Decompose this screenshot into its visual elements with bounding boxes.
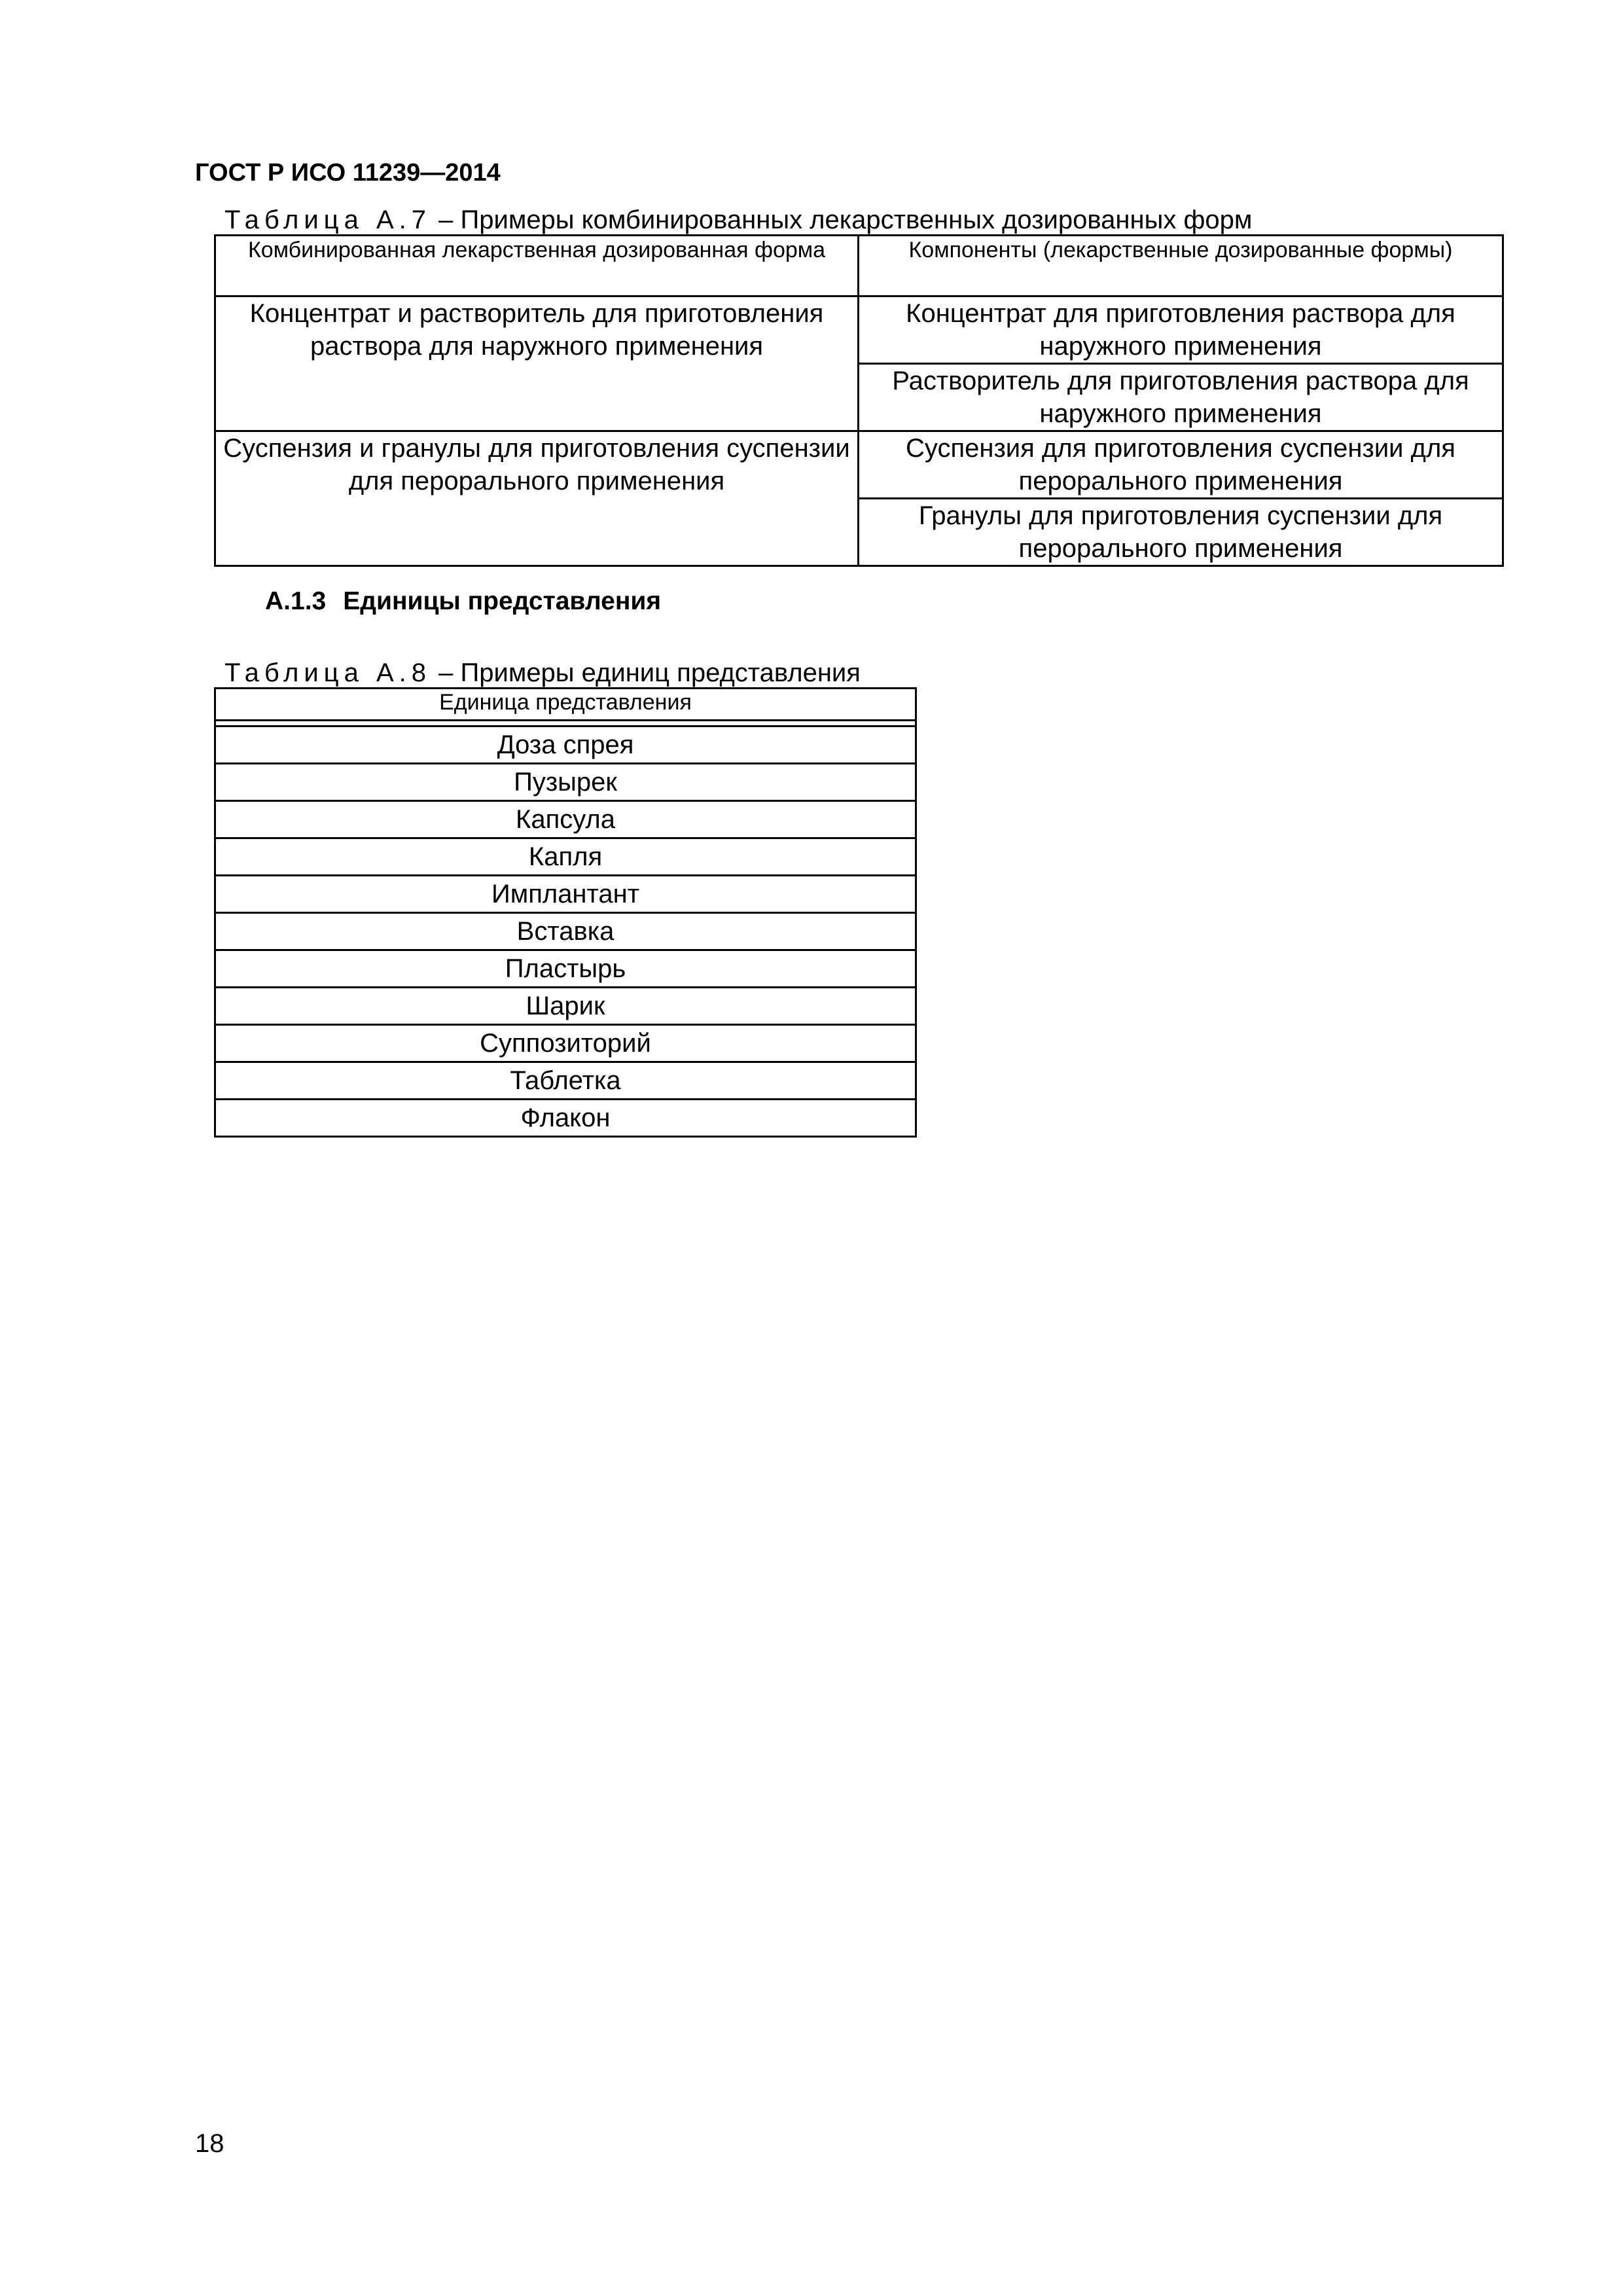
unit-cell: Пластырь	[215, 950, 916, 988]
unit-cell: Суппозиторий	[215, 1025, 916, 1062]
table-a8-double-rule	[215, 721, 916, 726]
table-a8-caption-text: – Примеры единиц представления	[431, 658, 861, 687]
unit-cell: Шарик	[215, 988, 916, 1025]
table-a8-caption-prefix: Таблица А.8	[224, 658, 431, 687]
table-row	[215, 838, 916, 876]
unit-cell: Вставка	[215, 913, 916, 950]
unit-cell: Пузырек	[215, 764, 916, 801]
document-header: ГОСТ Р ИСО 11239—2014	[195, 159, 501, 187]
table-row	[215, 726, 916, 764]
table-row	[215, 296, 1503, 364]
page-number: 18	[195, 2129, 224, 2158]
component-cell: Концентрат для приготовления раствора для наружного применения	[859, 296, 1503, 364]
table-row	[215, 913, 916, 950]
table-row	[215, 1025, 916, 1062]
unit-cell: Таблетка	[215, 1062, 916, 1100]
table-a7-caption-prefix: Таблица А.7	[224, 206, 431, 234]
combined-form-cell: Концентрат и растворитель для приготовления раствора для наружного применения	[215, 296, 859, 431]
table-a8-caption	[224, 658, 861, 688]
table-row	[215, 950, 916, 988]
section-number: А.1.3	[265, 587, 327, 615]
section-heading	[265, 586, 661, 617]
table-a8	[214, 687, 917, 1138]
table-a7-col-header-form: Комбинированная лекарственная дозированная форма	[215, 236, 859, 296]
component-cell: Гранулы для приготовления суспензии для перорального применения	[859, 499, 1503, 566]
table-row	[215, 876, 916, 913]
table-row	[215, 431, 1503, 499]
table-a7-caption-text: – Примеры комбинированных лекарственных дозированных форм	[431, 206, 1253, 234]
unit-cell: Доза спрея	[215, 726, 916, 764]
table-row	[215, 988, 916, 1025]
table-row	[215, 764, 916, 801]
table-a8-header-row	[215, 689, 916, 721]
table-a7-col-header-components: Компоненты (лекарственные дозированные формы)	[859, 236, 1503, 296]
unit-cell: Капсула	[215, 801, 916, 838]
combined-form-cell: Суспензия и гранулы для приготовления суспензии для перорального применения	[215, 431, 859, 566]
table-a8-col-header: Единица представления	[215, 689, 916, 721]
component-cell: Растворитель для приготовления раствора для наружного применения	[859, 364, 1503, 431]
unit-cell: Флакон	[215, 1100, 916, 1137]
table-a7-caption	[224, 205, 1252, 235]
table-a7-header-row	[215, 236, 1503, 296]
unit-cell: Имплантант	[215, 876, 916, 913]
table-a8-rule-cell	[215, 721, 916, 726]
unit-cell: Капля	[215, 838, 916, 876]
table-row	[215, 1100, 916, 1137]
section-title: Единицы представления	[343, 587, 662, 615]
table-a7	[214, 234, 1504, 567]
table-row	[215, 1062, 916, 1100]
component-cell: Суспензия для приготовления суспензии для перорального применения	[859, 431, 1503, 499]
table-row	[215, 801, 916, 838]
